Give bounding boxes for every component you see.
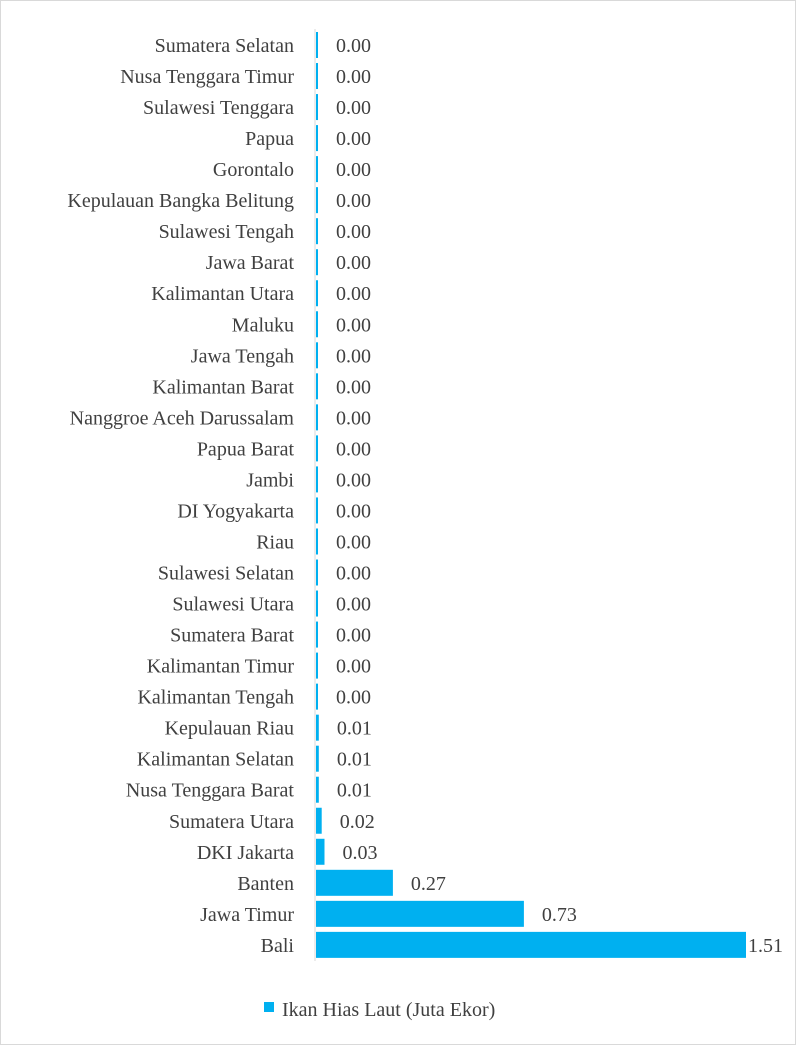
value-label: 0.00 xyxy=(336,562,371,585)
category-label: Banten xyxy=(237,872,294,895)
category-label: Sulawesi Selatan xyxy=(157,562,294,585)
category-label: Kalimantan Timur xyxy=(146,655,294,678)
category-label: Jawa Barat xyxy=(205,252,294,275)
value-label: 0.00 xyxy=(336,376,371,399)
value-label: 0.00 xyxy=(336,221,371,244)
category-label: Gorontalo xyxy=(212,159,294,182)
value-label: 0.01 xyxy=(336,717,372,740)
value-label: 0.00 xyxy=(336,686,371,709)
bar xyxy=(316,342,318,368)
value-label: 0.00 xyxy=(336,97,371,120)
value-label: 0.00 xyxy=(336,128,371,151)
bar xyxy=(316,156,318,182)
category-label: Kalimantan Tengah xyxy=(137,686,294,709)
category-label: Riau xyxy=(256,531,294,554)
bar xyxy=(316,622,318,648)
bar xyxy=(316,435,318,461)
category-label: Nusa Tenggara Barat xyxy=(125,779,294,802)
bar xyxy=(316,94,318,120)
bar xyxy=(316,591,318,617)
bar xyxy=(316,684,318,710)
bar xyxy=(316,746,319,772)
category-label: Nusa Tenggara Timur xyxy=(120,66,294,89)
value-label: 0.00 xyxy=(336,469,371,492)
bar xyxy=(316,560,318,586)
bar xyxy=(316,466,318,492)
category-label: Kepulauan Riau xyxy=(164,717,294,740)
value-label: 0.00 xyxy=(336,624,371,647)
bar xyxy=(316,311,318,337)
value-label: 0.01 xyxy=(336,748,372,771)
bar xyxy=(316,808,322,834)
bar xyxy=(316,653,318,679)
bar xyxy=(316,63,318,89)
bar xyxy=(316,870,393,896)
value-label: 0.02 xyxy=(339,810,375,833)
category-label: Sulawesi Utara xyxy=(172,593,294,616)
bar-chart xyxy=(1,1,795,1044)
value-label: 1.51 xyxy=(748,934,783,957)
bar xyxy=(316,839,325,865)
legend-swatch xyxy=(264,1002,274,1012)
value-label: 0.00 xyxy=(336,252,371,275)
category-label: Jawa Tengah xyxy=(190,345,294,368)
bar xyxy=(316,497,318,523)
category-label: Sumatera Selatan xyxy=(154,35,294,57)
value-label: 0.73 xyxy=(541,903,577,926)
category-label: DKI Jakarta xyxy=(196,841,294,864)
category-label: Kalimantan Selatan xyxy=(136,748,294,771)
value-label: 0.00 xyxy=(336,407,371,430)
value-label: 0.00 xyxy=(336,593,371,616)
category-label: Sulawesi Tengah xyxy=(158,221,294,244)
category-label: Papua Barat xyxy=(196,438,294,461)
category-label: Jambi xyxy=(246,469,294,492)
value-label: 0.00 xyxy=(336,500,371,523)
value-label: 0.00 xyxy=(336,345,371,368)
value-label: 0.00 xyxy=(336,66,371,89)
category-label: Kalimantan Barat xyxy=(152,376,294,399)
value-label: 0.00 xyxy=(336,283,371,306)
plot-area xyxy=(67,32,783,958)
bar xyxy=(316,32,318,58)
value-label: 0.00 xyxy=(336,655,371,678)
bar xyxy=(316,125,318,151)
bar xyxy=(316,715,319,741)
category-label: Maluku xyxy=(231,314,294,337)
legend-label: Ikan Hias Laut (Juta Ekor) xyxy=(282,999,496,1021)
value-label: 0.00 xyxy=(336,190,371,213)
bar xyxy=(316,901,524,927)
category-label: Papua xyxy=(245,128,294,151)
bar xyxy=(316,280,318,306)
bar xyxy=(316,932,746,958)
bar xyxy=(316,777,319,803)
value-label: 0.03 xyxy=(342,841,378,864)
bar xyxy=(316,218,318,244)
value-label: 0.00 xyxy=(336,314,371,337)
category-label: Jawa Timur xyxy=(200,903,294,926)
bar xyxy=(316,249,318,275)
category-label: Sumatera Barat xyxy=(170,624,294,647)
category-label: Sumatera Utara xyxy=(169,810,294,833)
value-label: 0.00 xyxy=(336,159,371,182)
value-label: 0.27 xyxy=(410,872,446,895)
category-label: Kalimantan Utara xyxy=(151,283,294,306)
category-label: Bali xyxy=(260,934,294,957)
bar xyxy=(316,187,318,213)
value-label: 0.01 xyxy=(336,779,372,802)
bar xyxy=(316,528,318,554)
value-label: 0.00 xyxy=(336,438,371,461)
value-label: 0.00 xyxy=(336,35,371,57)
bar xyxy=(316,404,318,430)
category-label: DI Yogyakarta xyxy=(177,500,294,523)
category-label: Nanggroe Aceh Darussalam xyxy=(69,407,294,430)
category-label: Kepulauan Bangka Belitung xyxy=(67,190,294,213)
value-label: 0.00 xyxy=(336,531,371,554)
category-label: Sulawesi Tenggara xyxy=(143,97,294,120)
bar xyxy=(316,373,318,399)
legend xyxy=(264,999,495,1021)
